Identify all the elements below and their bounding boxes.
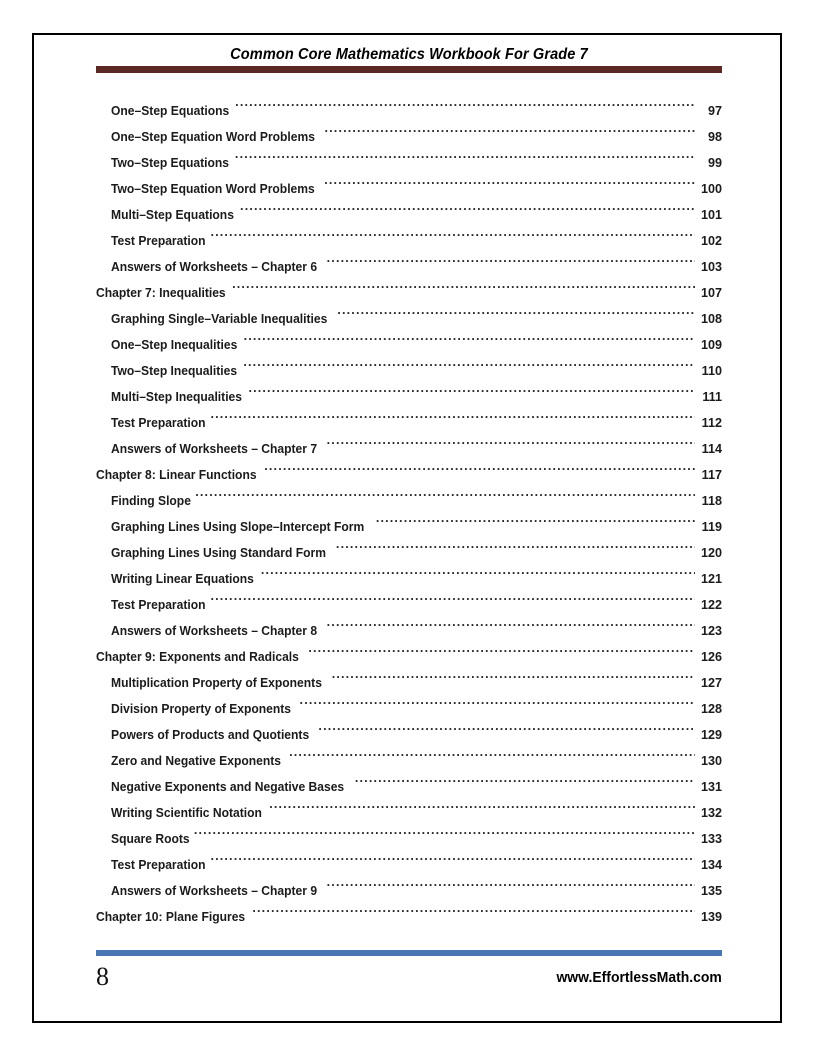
toc-dot-leader <box>324 167 695 193</box>
toc-dot-leader <box>252 895 695 921</box>
toc-entry-label: Writing Linear Equations <box>111 572 254 586</box>
toc-dot-leader <box>240 193 695 219</box>
toc-dot-leader <box>308 635 695 661</box>
toc-entry-label: Answers of Worksheets – Chapter 7 <box>111 442 318 456</box>
toc-dot-leader <box>235 89 695 115</box>
toc-entry-page-number: 131 <box>700 780 722 794</box>
toc-entry-page-number: 133 <box>700 832 722 846</box>
toc-section-entry[interactable] <box>96 89 722 118</box>
toc-entry-page-number: 128 <box>700 702 722 716</box>
toc-entry-page-number: 118 <box>701 494 722 508</box>
toc-dot-leader <box>355 765 695 791</box>
toc-entry-label: Negative Exponents and Negative Bases <box>111 780 345 794</box>
toc-entry-page-number: 108 <box>700 312 722 326</box>
toc-dot-leader <box>376 505 695 531</box>
toc-entry-label: One–Step Equations <box>111 104 230 118</box>
toc-entry-label: Test Preparation <box>111 416 206 430</box>
toc-dot-leader <box>244 323 695 349</box>
footer-website-link[interactable]: www.EffortlessMath.com <box>556 969 722 986</box>
toc-entry-page-number: 139 <box>700 910 722 924</box>
toc-dot-leader <box>337 297 695 323</box>
toc-entry-page-number: 98 <box>707 130 722 144</box>
toc-entry-label: Answers of Worksheets – Chapter 6 <box>111 260 318 274</box>
toc-dot-leader <box>195 479 695 505</box>
toc-dot-leader <box>318 713 695 739</box>
toc-entry-label: Answers of Worksheets – Chapter 9 <box>111 884 318 898</box>
toc-entry-label: Multi–Step Equations <box>111 208 234 222</box>
toc-dot-leader <box>300 687 695 713</box>
toc-entry-label: Chapter 10: Plane Figures <box>96 910 246 924</box>
toc-entry-page-number: 103 <box>700 260 722 274</box>
toc-entry-label: Two–Step Equation Word Problems <box>111 182 315 196</box>
toc-entry-page-number: 97 <box>707 104 722 118</box>
table-of-contents <box>96 89 722 924</box>
toc-entry-label: Division Property of Exponents <box>111 702 292 716</box>
toc-dot-leader <box>327 245 695 271</box>
toc-entry-page-number: 100 <box>700 182 722 196</box>
toc-entry-page-number: 117 <box>701 468 722 482</box>
toc-entry-label: Test Preparation <box>111 598 206 612</box>
toc-entry-page-number: 127 <box>700 676 722 690</box>
toc-dot-leader <box>325 115 696 141</box>
toc-dot-leader <box>327 609 695 635</box>
toc-dot-leader <box>210 219 695 245</box>
toc-entry-page-number: 119 <box>701 520 722 534</box>
toc-entry-page-number: 135 <box>700 884 722 898</box>
toc-entry-label: Two–Step Equations <box>111 156 230 170</box>
toc-entry-label: Graphing Lines Using Slope–Intercept Form <box>111 520 365 534</box>
toc-dot-leader <box>243 349 695 375</box>
toc-dot-leader <box>210 583 695 609</box>
toc-entry-label: One–Step Inequalities <box>111 338 238 352</box>
footer-divider-rule <box>96 950 722 956</box>
toc-entry-label: Zero and Negative Exponents <box>111 754 281 768</box>
toc-dot-leader <box>327 869 695 895</box>
toc-dot-leader <box>210 843 695 869</box>
toc-entry-label: Test Preparation <box>111 234 206 248</box>
toc-entry-page-number: 114 <box>701 442 722 456</box>
toc-entry-page-number: 99 <box>707 156 722 170</box>
toc-entry-page-number: 123 <box>700 624 722 638</box>
toc-entry-label: Multi–Step Inequalities <box>111 390 242 404</box>
toc-entry-page-number: 109 <box>700 338 722 352</box>
toc-entry-label: Test Preparation <box>111 858 206 872</box>
toc-entry-page-number: 134 <box>700 858 722 872</box>
toc-entry-label: Chapter 7: Inequalities <box>96 286 226 300</box>
toc-entry-label: One–Step Equation Word Problems <box>111 130 315 144</box>
toc-entry-label: Finding Slope <box>111 494 191 508</box>
toc-entry-label: Graphing Single–Variable Inequalities <box>111 312 328 326</box>
toc-entry-label: Writing Scientific Notation <box>111 806 262 820</box>
toc-dot-leader <box>210 401 695 427</box>
toc-dot-leader <box>232 271 695 297</box>
toc-entry-page-number: 132 <box>700 806 722 820</box>
toc-entry-page-number: 126 <box>700 650 722 664</box>
toc-entry-label: Chapter 8: Linear Functions <box>96 468 257 482</box>
toc-entry-page-number: 120 <box>700 546 722 560</box>
header-divider-rule <box>96 66 722 73</box>
running-header <box>96 46 722 64</box>
toc-entry-label: Two–Step Inequalities <box>111 364 238 378</box>
toc-entry-label: Chapter 9: Exponents and Radicals <box>96 650 299 664</box>
toc-entry-page-number: 110 <box>701 364 722 378</box>
footer-page-number: 8 <box>96 962 109 991</box>
toc-entry-label: Multiplication Property of Exponents <box>111 676 322 690</box>
toc-dot-leader <box>194 817 695 843</box>
toc-entry-page-number: 112 <box>701 416 722 430</box>
toc-dot-leader <box>332 661 695 687</box>
toc-dot-leader <box>235 141 695 167</box>
toc-dot-leader <box>269 791 695 817</box>
toc-section-entry[interactable] <box>96 843 722 872</box>
toc-entry-page-number: 129 <box>700 728 722 742</box>
toc-entry-label: Graphing Lines Using Standard Form <box>111 546 326 560</box>
page-footer <box>96 960 722 1004</box>
toc-entry-label: Powers of Products and Quotients <box>111 728 310 742</box>
toc-dot-leader <box>327 427 695 453</box>
toc-entry-page-number: 122 <box>700 598 722 612</box>
toc-entry-page-number: 107 <box>700 286 722 300</box>
toc-entry-page-number: 130 <box>700 754 722 768</box>
toc-entry-page-number: 101 <box>700 208 722 222</box>
toc-entry-label: Answers of Worksheets – Chapter 8 <box>111 624 318 638</box>
toc-dot-leader <box>289 739 695 765</box>
toc-entry-page-number: 121 <box>700 572 722 586</box>
toc-dot-leader <box>336 531 695 557</box>
toc-dot-leader <box>261 557 695 583</box>
toc-entry-page-number: 102 <box>700 234 722 248</box>
book-title: Common Core Mathematics Workbook For Grade 7 <box>230 46 588 63</box>
toc-entry-label: Square Roots <box>111 832 190 846</box>
toc-entry-page-number: 111 <box>702 390 722 404</box>
toc-dot-leader <box>264 453 695 479</box>
toc-dot-leader <box>248 375 695 401</box>
